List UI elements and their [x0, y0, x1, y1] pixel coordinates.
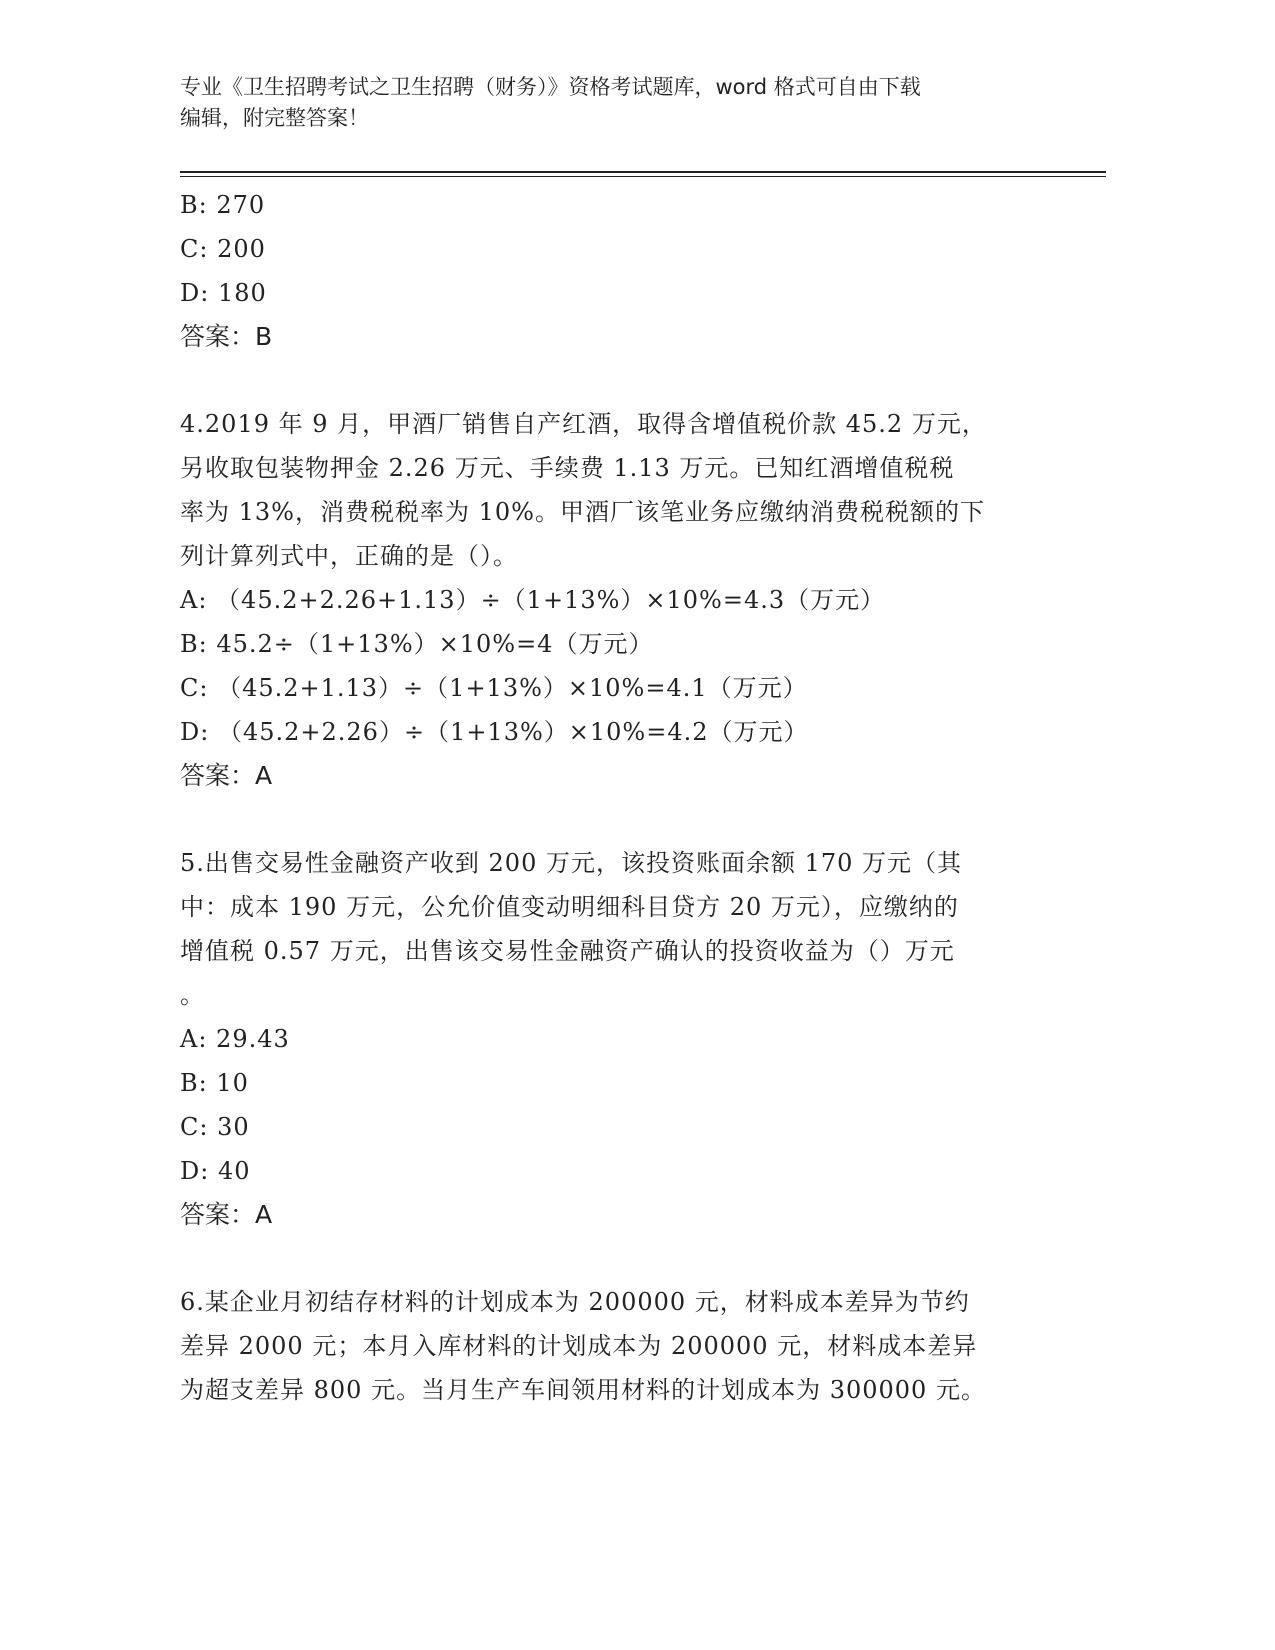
option-b: B: 10: [180, 1069, 249, 1097]
option-a: A: （45.2+2.26+1.13）÷（1+13%）×10%=4.3（万元）: [180, 586, 886, 614]
question-stem-line: 为超支差异 800 元。当月生产车间领用材料的计划成本为 300000 元。: [180, 1376, 986, 1404]
question-stem-line: 差异 2000 元；本月入库材料的计划成本为 200000 元，材料成本差异: [180, 1332, 978, 1360]
question-stem-line: 5.出售交易性金融资产收到 200 万元，该投资账面余额 170 万元（其: [180, 849, 963, 877]
question-stem-line: 增值税 0.57 万元，出售该交易性金融资产确认的投资收益为（）万元: [180, 937, 955, 965]
document-body: [180, 183, 1040, 1412]
question-stem-line: 中：成本 190 万元，公允价值变动明细科目贷方 20 万元），应缴纳的: [180, 893, 959, 921]
option-b: B: 270: [180, 191, 266, 219]
question-4: [180, 402, 1040, 798]
option-c: C: 200: [180, 235, 266, 263]
question-stem-line: 另收取包装物押金 2.26 万元、手续费 1.13 万元。已知红酒增值税税: [180, 454, 955, 482]
option-c: C: （45.2+1.13）÷（1+13%）×10%=4.1（万元）: [180, 674, 808, 702]
document-header: [180, 72, 1040, 134]
option-d: D: 40: [180, 1157, 251, 1185]
option-d: D: （45.2+2.26）÷（1+13%）×10%=4.2（万元）: [180, 718, 809, 746]
header-line-2: 编辑，附完整答案！: [180, 106, 369, 130]
header-divider-thick: [180, 171, 1106, 173]
option-b: B: 45.2÷（1+13%）×10%=4（万元）: [180, 630, 654, 658]
question-5: [180, 841, 1040, 1237]
option-a: A: 29.43: [180, 1025, 290, 1053]
question-stem-line: 列计算列式中，正确的是（）。: [180, 542, 518, 570]
question-stem-line: 4.2019 年 9 月，甲酒厂销售自产红酒，取得含增值税价款 45.2 万元，: [180, 410, 987, 438]
question-stem-line: 6.某企业月初结存材料的计划成本为 200000 元，材料成本差异为节约: [180, 1288, 970, 1316]
answer-label: 答案：B: [180, 322, 273, 351]
question-stem-line: 。: [180, 981, 205, 1009]
header-divider-thin: [180, 176, 1106, 177]
answer-label: 答案：A: [180, 761, 273, 790]
header-line-1: 专业《卫生招聘考试之卫生招聘（财务）》资格考试题库，word 格式可自由下载: [180, 75, 921, 99]
question-6: [180, 1280, 1040, 1412]
option-d: D: 180: [180, 279, 267, 307]
answer-label: 答案：A: [180, 1200, 273, 1229]
option-c: C: 30: [180, 1113, 250, 1141]
question-stem-line: 率为 13%，消费税税率为 10%。甲酒厂该笔业务应缴纳消费税税额的下: [180, 498, 985, 526]
question-3-continuation: [180, 183, 1040, 359]
